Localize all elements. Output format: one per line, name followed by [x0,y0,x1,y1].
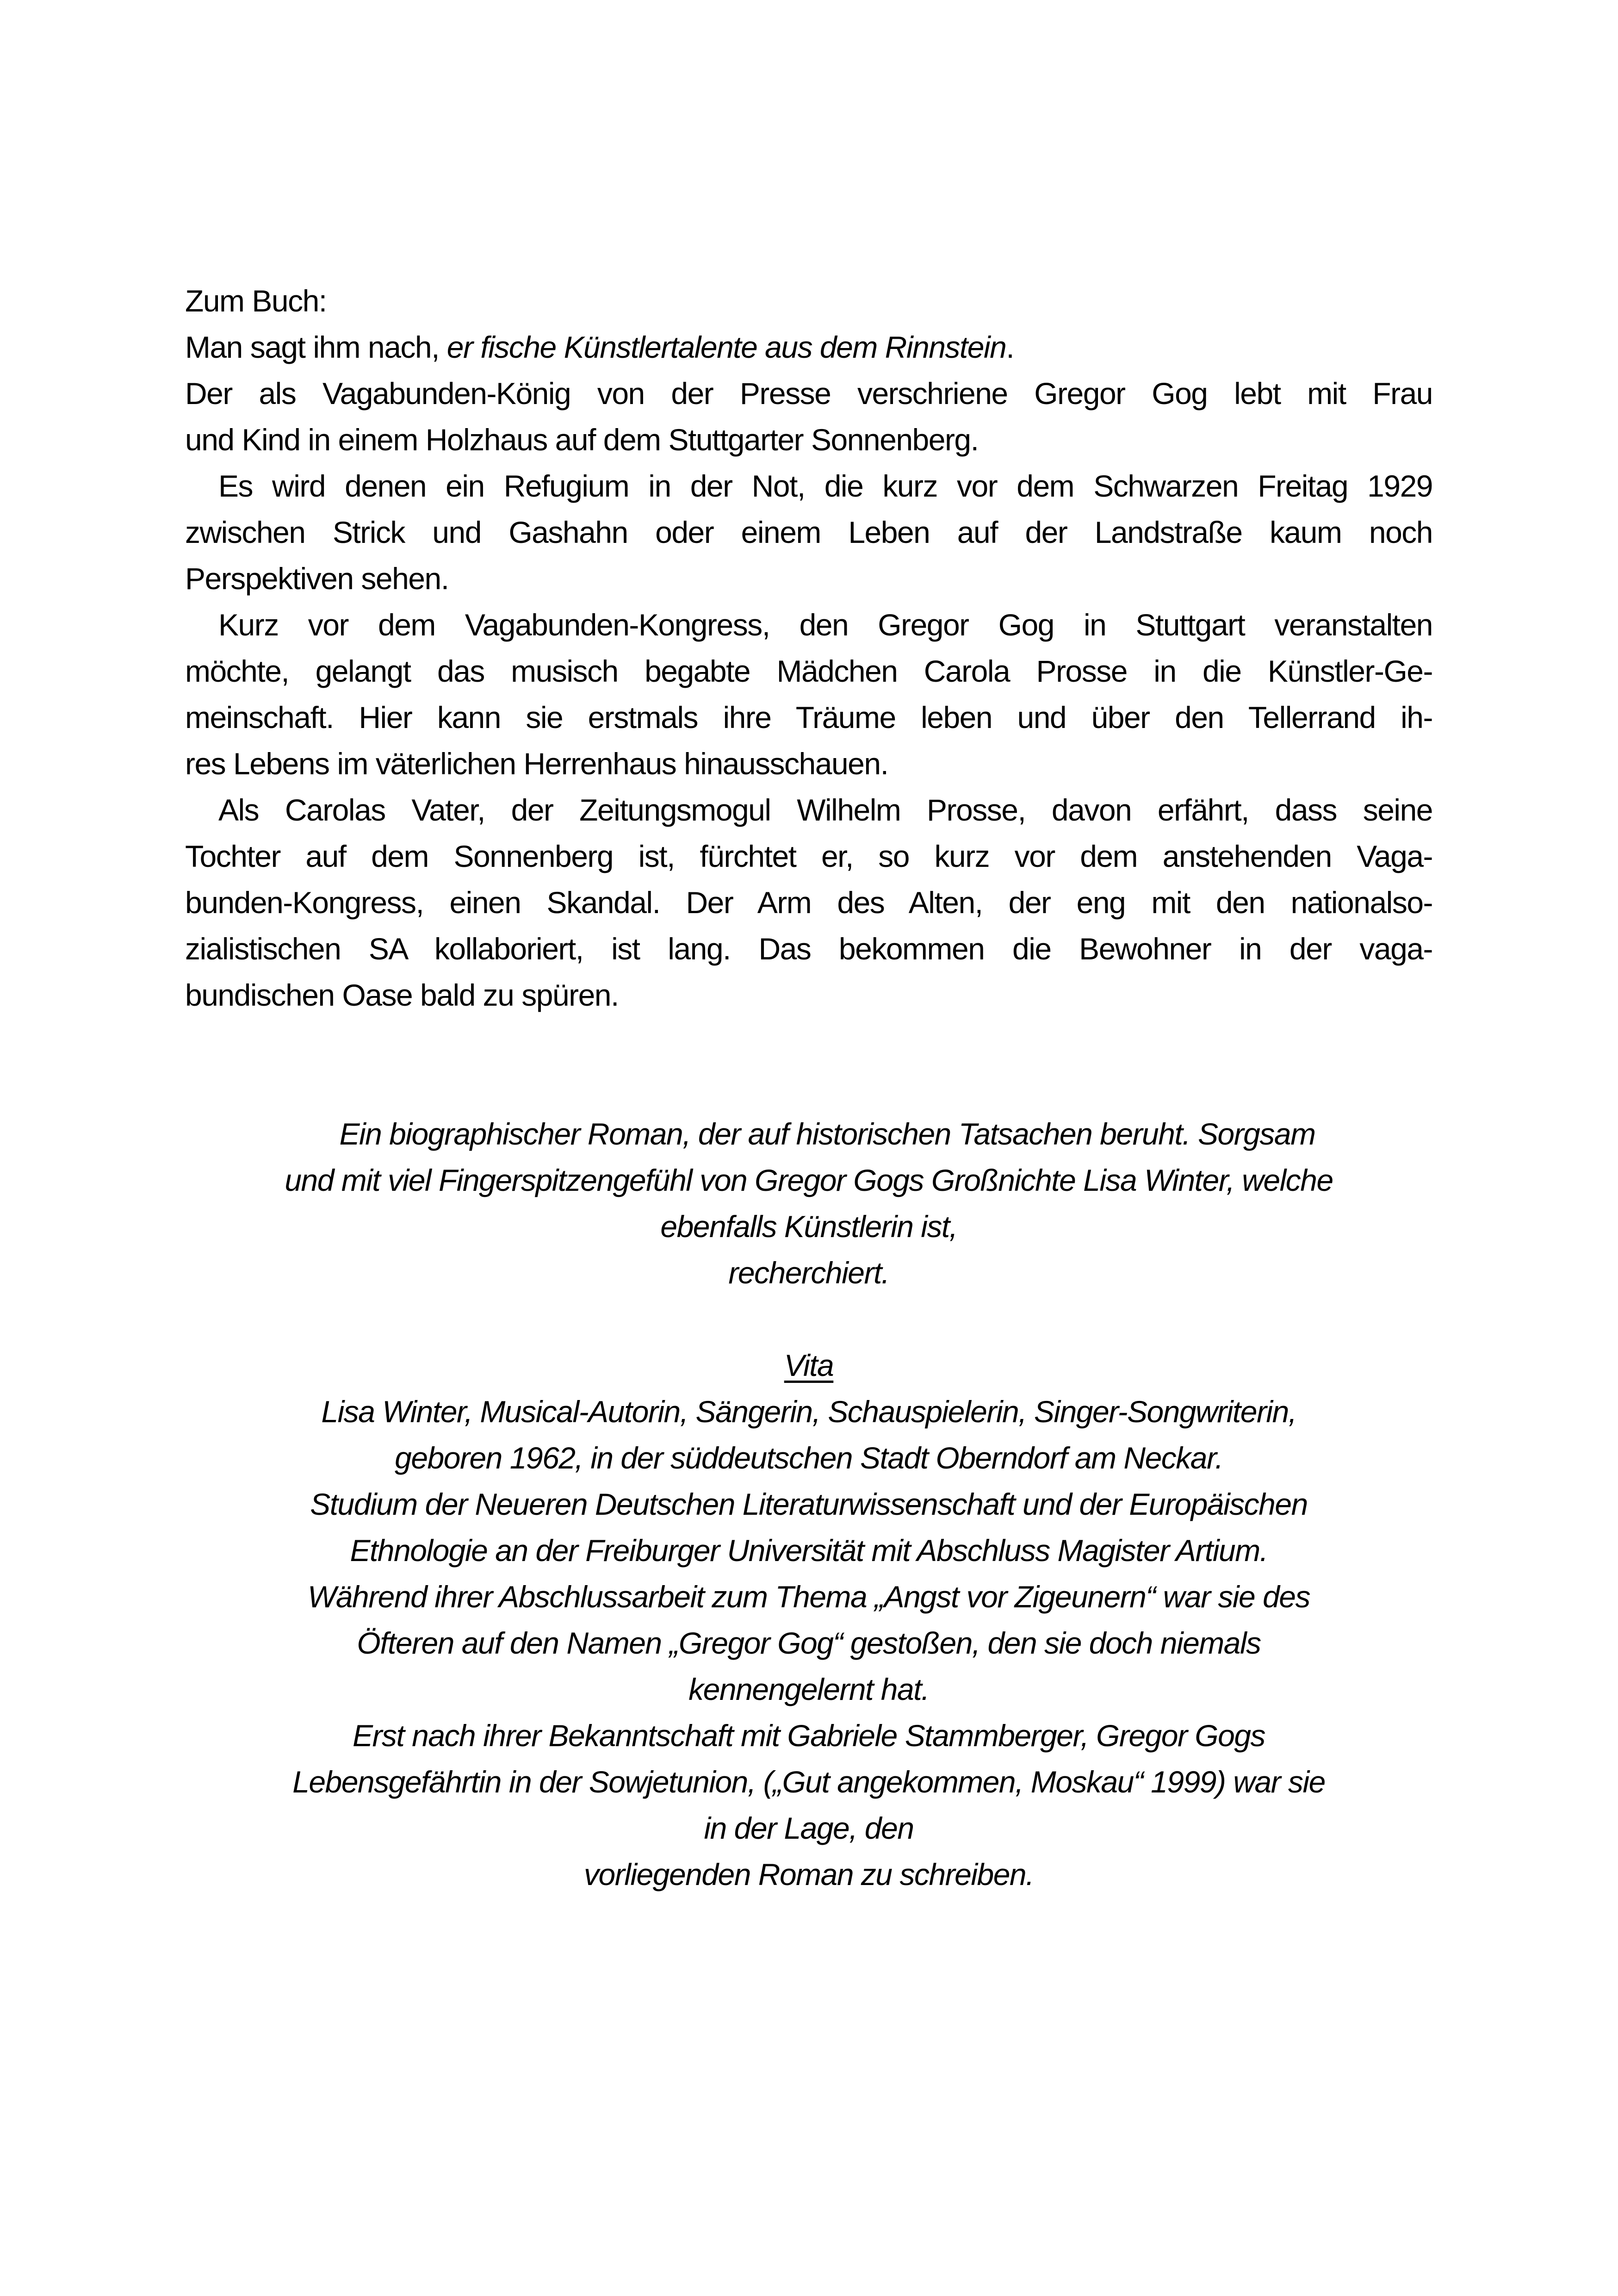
blurb-line: recherchiert. [728,1256,889,1290]
vita-title [185,1342,1432,1388]
paragraph-refugium [185,463,1432,602]
vita-line: Während ihrer Abschlussarbeit zum Thema „Angst vor Zigeunern“ war sie des [308,1580,1310,1614]
paragraph-line: Es wird denen ein Refugium in der Not, die kurz vor dem Schwarzen Freitag 1929 [218,469,1432,503]
vita-line: Erst nach ihrer Bekanntschaft mit Gabriele Stammberger, Gregor Gogs [352,1718,1265,1753]
tagline-emphasis: er fische Künstlertalente aus dem Rinnstein [446,330,1006,364]
paragraph-line: und Kind in einem Holzhaus auf dem Stuttgarter Sonnenberg. [185,423,979,457]
tagline [185,324,1432,370]
paragraph-vater [185,787,1432,1018]
vita-line: kennengelernt hat. [688,1672,929,1706]
tagline-suffix: . [1006,330,1014,364]
paragraph-line: zwischen Strick und Gashahn oder einem Leben auf der Landstraße kaum noch [185,515,1432,549]
blurb-line: und mit viel Fingerspitzengefühl von Gregor Gogs Großnichte Lisa Winter, welche [285,1163,1333,1197]
paragraph-line: möchte, gelangt das musisch begabte Mädchen Carola Prosse in die Künstler-Ge- [185,654,1432,688]
paragraph-line: bunden-Kongress, einen Skandal. Der Arm des Alten, der eng mit den nationalso- [185,885,1432,920]
paragraph-line: meinschaft. Hier kann sie erstmals ihre Träume leben und über den Tellerrand ih- [185,700,1432,734]
paragraph-line: bundischen Oase bald zu spüren. [185,978,619,1012]
vita-line: Lebensgefährtin in der Sowjetunion, („Gut angekommen, Moskau“ 1999) war sie [292,1765,1325,1799]
vita-line: in der Lage, den [704,1811,914,1845]
book-description-page [185,278,1432,1898]
paragraph-line: Der als Vagabunden-König von der Presse verschriene Gregor Gog lebt mit Frau [185,376,1432,411]
paragraph-line: Als Carolas Vater, der Zeitungsmogul Wilhelm Prosse, davon erfährt, dass seine [218,793,1432,827]
section-heading: Zum Buch: [185,284,327,318]
blurb-line: Ein biographischer Roman, der auf historischen Tatsachen beruht. Sorgsam [339,1117,1315,1151]
vita-title-text: Vita [784,1348,834,1382]
paragraph-intro [185,370,1432,463]
paragraph-line: Perspektiven sehen. [185,561,449,596]
vita-line: Öfteren auf den Namen „Gregor Gog“ gestoßen, den sie doch niemals [357,1626,1261,1660]
paragraph-kongress [185,602,1432,787]
paragraph-line: zialistischen SA kollaboriert, ist lang. Das bekommen die Bewohner in der vaga- [185,932,1432,966]
vita-line: Lisa Winter, Musical-Autorin, Sängerin, Schauspielerin, Singer-Songwriterin, [321,1394,1296,1429]
vita-line: vorliegenden Roman zu schreiben. [584,1857,1034,1892]
vita-block [185,1342,1432,1898]
paragraph-line: Tochter auf dem Sonnenberg ist, fürchtet er, so kurz vor dem anstehenden Vaga- [185,839,1432,873]
blurb-block [185,1111,1432,1296]
paragraph-line: Kurz vor dem Vagabunden-Kongress, den Gregor Gog in Stuttgart veranstalten [218,608,1432,642]
paragraph-line: res Lebens im väterlichen Herrenhaus hinausschauen. [185,747,888,781]
blurb-line: ebenfalls Künstlerin ist, [660,1209,957,1244]
vita-line: geboren 1962, in der süddeutschen Stadt Oberndorf am Neckar. [395,1441,1223,1475]
vita-line: Ethnologie an der Freiburger Universität mit Abschluss Magister Artium. [350,1533,1268,1568]
tagline-prefix: Man sagt ihm nach, [185,330,447,364]
vita-line: Studium der Neueren Deutschen Literaturwissenschaft und der Europäischen [310,1487,1308,1521]
